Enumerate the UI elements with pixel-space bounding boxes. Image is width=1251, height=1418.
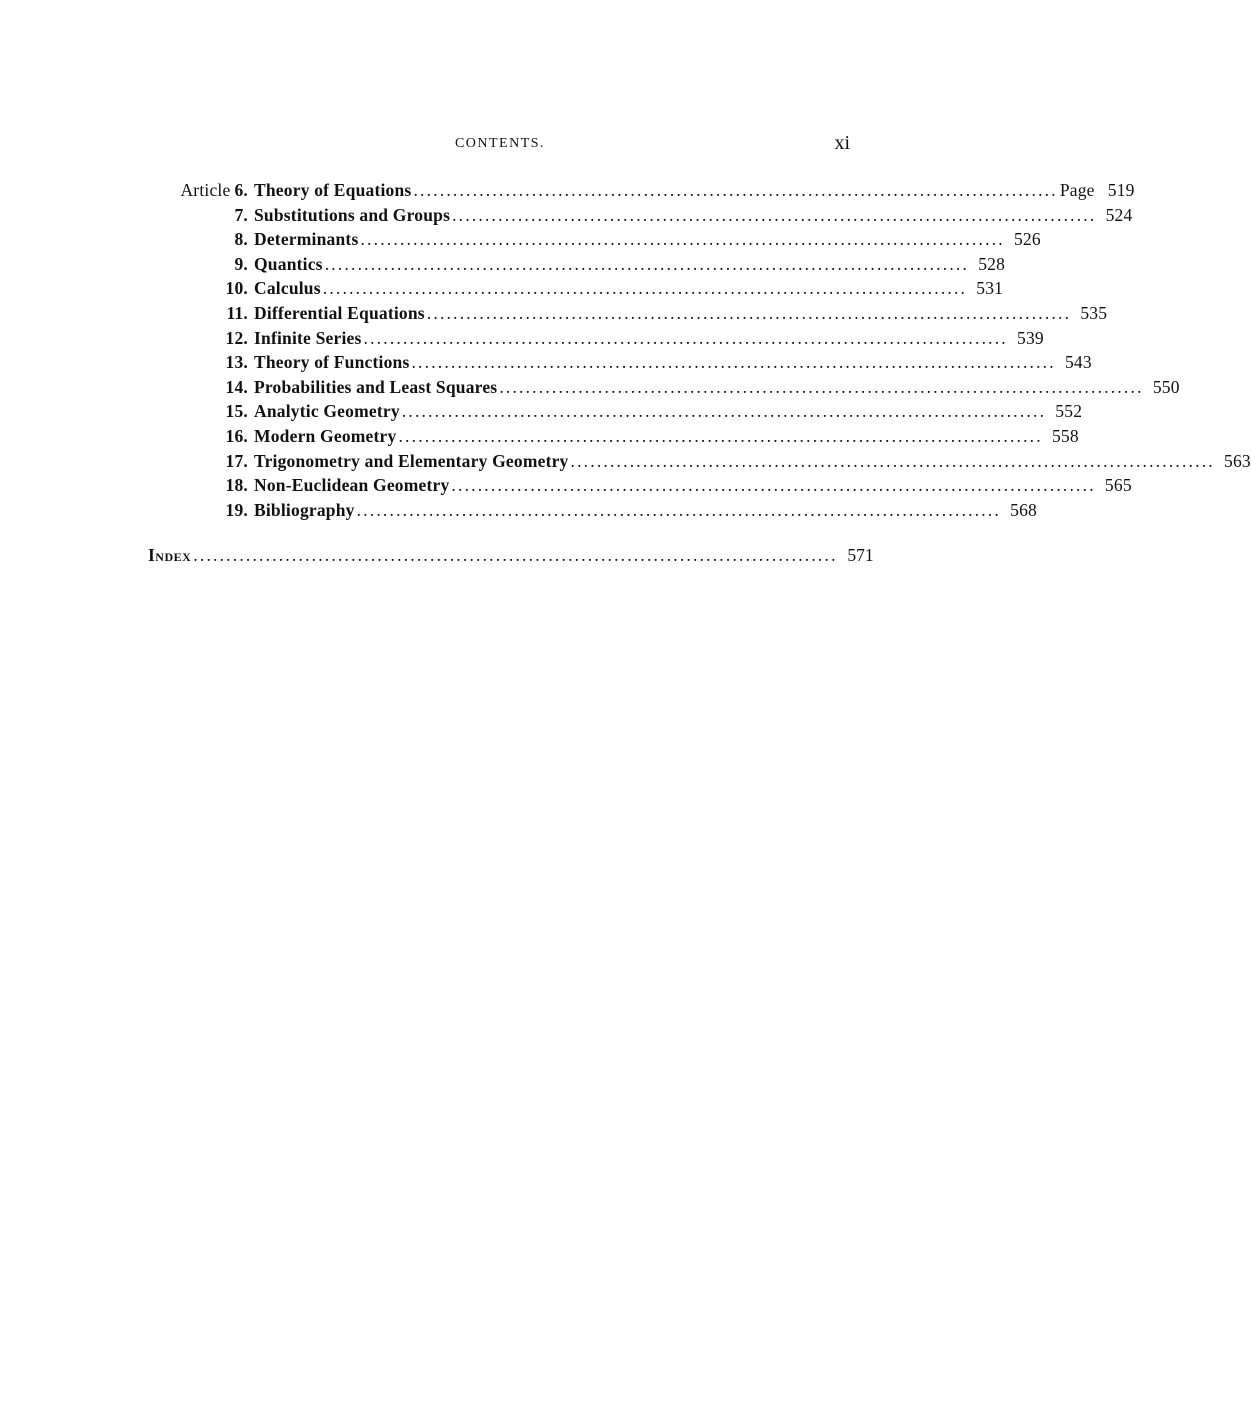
dot-leader: .................................................................................................. [451,475,1096,496]
index-label: Index [148,545,192,565]
dot-leader: .................................................................................................. [356,499,1001,520]
toc-entry-title: Calculus [254,278,321,299]
toc-entry [148,327,1044,353]
table-of-contents [148,180,1251,524]
toc-entry-number: 11. [226,302,248,323]
toc-entry-title: Theory of Equations [254,180,412,200]
dot-leader: .................................................................................................. [322,278,968,299]
toc-entry-page: 565 [1104,475,1132,496]
toc-entry-page: 524 [1105,204,1133,225]
dot-leader: .................................................................................................. [452,204,1097,225]
dot-leader: .................................................................................................. [363,327,1008,348]
toc-entry [148,376,1180,402]
toc-entry [148,475,1132,500]
dot-leader: .................................................................................................. [570,450,1215,471]
dot-leader: .................................................................................................. [360,229,1005,250]
toc-entry-title: Infinite Series [254,327,362,348]
toc-entry [148,425,1079,451]
dot-leader: .................................................................................................. [398,425,1043,446]
toc-entry-number: 7. [234,204,248,225]
toc-entry-page: 535 [1080,302,1108,323]
toc-entry-page: 558 [1051,425,1079,446]
dot-leader: .................................................................................................. [499,376,1144,397]
dot-leader: .................................................................................................. [193,545,838,565]
toc-entry-page: 550 [1152,376,1180,397]
index-entry [148,545,874,566]
toc-entry-title: Quantics [254,253,323,274]
toc-entry-number: 10. [225,278,248,299]
toc-entry [148,253,1006,279]
toc-entry-number: 9. [234,253,248,274]
dot-leader: .................................................................................................. [413,180,1058,200]
toc-entry-page: 539 [1017,327,1044,348]
toc-entry-number: 17. [225,450,248,471]
toc-entry-page: 552 [1055,401,1083,422]
toc-entry-title: Determinants [254,229,359,250]
dot-leader: .................................................................................................. [426,302,1072,323]
toc-entry-title: Bibliography [254,499,355,520]
dot-leader: .................................................................................................. [401,401,1047,422]
toc-entry-title: Differential Equations [254,302,425,323]
page-number: xi [834,132,850,154]
toc-entry-title: Probabilities and Least Squares [254,376,498,397]
toc-entry-number: 12. [225,327,248,348]
running-title: CONTENTS. [454,136,546,151]
dot-leader: .................................................................................................. [411,352,1056,373]
toc-entry [148,352,1092,377]
running-head [0,132,1000,156]
toc-entry-number: Article 6. [180,180,248,200]
toc-entry-number: 15. [225,401,248,422]
toc-entry [148,450,1251,476]
toc-entry-number: 8. [234,229,248,250]
index-page: 571 [847,545,874,565]
toc-entry-number: 14. [225,376,248,397]
toc-entry-page: 568 [1010,499,1037,520]
toc-entry-number: 19. [225,499,248,520]
toc-entry-page: 563 [1224,450,1251,471]
toc-entry-title: Analytic Geometry [254,401,400,422]
toc-entry-number: 13. [225,352,248,373]
toc-entry [148,204,1133,230]
toc-entry-number: 18. [225,475,248,496]
toc-entry-page: 528 [978,253,1006,274]
toc-entry-page: 519 [1107,180,1135,200]
toc-entry [148,278,1004,303]
toc-entry [148,499,1037,525]
toc-entry [148,401,1083,426]
toc-entry [148,229,1041,254]
article-word: Article [180,180,231,200]
toc-entry-title: Theory of Functions [254,352,410,373]
toc-entry-number: 16. [225,425,248,446]
toc-entry [148,302,1108,328]
toc-entry [148,180,1135,205]
toc-entry-title: Substitutions and Groups [254,204,451,225]
toc-entry-page: 526 [1013,229,1041,250]
toc-entry-title: Modern Geometry [254,425,397,446]
toc-entry-page: 543 [1064,352,1092,373]
toc-entry-title: Trigonometry and Elementary Geometry [254,450,569,471]
toc-entry-page: 531 [976,278,1004,299]
toc-entry-title: Non-Euclidean Geometry [254,475,450,496]
page-word: Page [1059,180,1095,200]
dot-leader: .................................................................................................. [324,253,970,274]
